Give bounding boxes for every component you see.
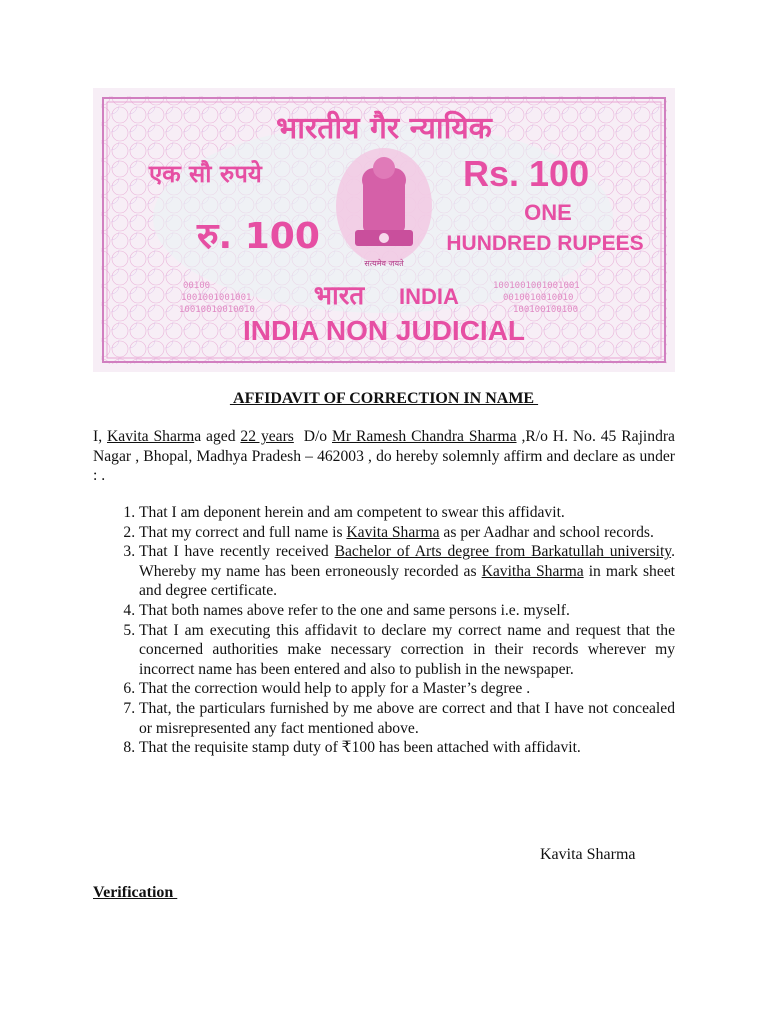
list-item xyxy=(139,542,675,601)
item-text: That both names above refer to the one and same persons i.e. myself. xyxy=(139,601,570,619)
stamp-motto: सत्यमेव जयते xyxy=(364,259,404,268)
item-underlined-text: Bachelor of Arts degree from Barkatullah university xyxy=(334,543,672,561)
deponent-name: Kavita Sharm xyxy=(107,428,195,445)
item-text: That, the particulars furnished by me above are correct and that I have not concealed or misrepresented any fact mentioned above. xyxy=(139,699,675,737)
stamp-hindi-amount-words: एक सौ रुपये xyxy=(149,160,262,188)
micro-text: 10010010010010 xyxy=(179,305,255,315)
stamp-amount-words-one: ONE xyxy=(524,200,572,225)
micro-text: 00100 xyxy=(183,281,211,291)
item-text: That I am deponent herein and am competent to swear this affidavit. xyxy=(139,504,565,521)
intro-text: D/o xyxy=(293,428,332,445)
item-text: in mark sheet and degree certificate. xyxy=(139,562,675,600)
list-item xyxy=(139,503,675,523)
list-item xyxy=(139,679,675,699)
document-title: AFFIDAVIT OF CORRECTION IN NAME xyxy=(229,390,539,407)
intro-text: I, xyxy=(93,428,108,445)
item-text: That the correction would help to apply for a Master’s degree . xyxy=(139,680,531,698)
declaration-list xyxy=(93,503,675,758)
intro-text: a aged xyxy=(194,428,241,445)
deponent-age: 22 years xyxy=(240,428,294,445)
list-item xyxy=(139,523,675,543)
item-underlined-text: Kavitha Sharma xyxy=(481,562,584,580)
stamp-hindi-heading: भारतीय गैर न्यायिक xyxy=(276,111,492,146)
list-item xyxy=(139,621,675,680)
stamp-country-en: INDIA xyxy=(399,284,459,309)
intro-paragraph xyxy=(93,427,675,486)
list-item xyxy=(139,738,675,758)
list-item xyxy=(139,601,675,621)
item-text: That I am executing this affidavit to declare my correct name and request that the concerned authorities make necessary correction in their records wherever my incorrect name has been entered and also to publish in the newspaper. xyxy=(139,621,675,678)
item-text: as per Aadhar and school records. xyxy=(439,523,654,541)
father-name: Mr Ramesh Chandra Sharma xyxy=(332,428,517,445)
item-text: That my correct and full name is xyxy=(139,523,347,541)
micro-text: 1001001001001 xyxy=(181,293,252,303)
micro-text: 0010010010010 xyxy=(503,293,574,303)
stamp-artwork xyxy=(93,88,675,372)
item-underlined-text: Kavita Sharma xyxy=(346,523,440,541)
verification-heading: Verification xyxy=(93,884,178,901)
item-text: That the requisite stamp duty of ₹100 has been attached with affidavit. xyxy=(139,739,581,757)
micro-text: 1001001001001001 xyxy=(493,281,580,291)
intro-text: ,R/o H. No. 45 Rajindra Nagar , Bhopal, Madhya Pradesh – 462003 , do hereby solemnly affirm and declare as under : . xyxy=(93,428,675,485)
micro-text: 100100100100 xyxy=(513,305,579,315)
stamp-amount-words-hundred: HUNDRED RUPEES xyxy=(446,232,644,255)
stamp-country-hindi: भारत xyxy=(313,281,365,311)
stamp-amount-hindi: रु. 100 xyxy=(197,216,320,257)
ashoka-emblem-icon xyxy=(336,148,432,264)
signature-name: Kavita Sharma xyxy=(540,846,636,863)
stamp-amount-rs: Rs. 100 xyxy=(463,153,590,194)
stamp-footer: INDIA NON JUDICIAL xyxy=(242,315,526,346)
item-text: That I have recently received xyxy=(139,543,335,561)
item-text: . Whereby my name has been erroneously recorded as xyxy=(139,543,675,580)
list-item xyxy=(139,699,675,738)
stamp-paper xyxy=(93,88,675,372)
